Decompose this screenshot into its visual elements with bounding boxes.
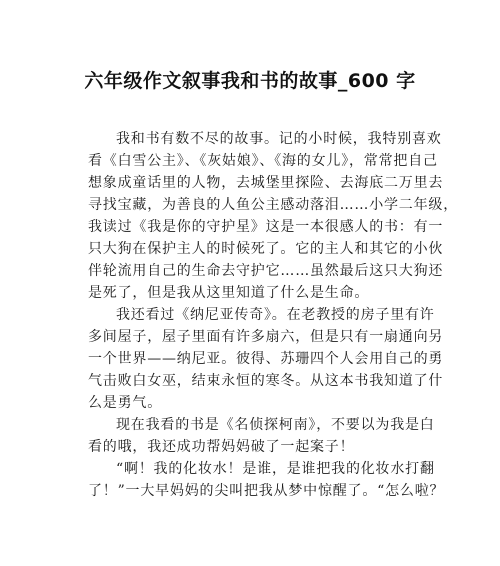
text-line: 现在我看的书是《名侦探柯南》，不要以为我是白 — [116, 417, 435, 433]
text-line: 是死了，但是我从这里知道了什么是生命。 — [88, 285, 370, 301]
text-line: 伴轮流用自己的生命去守护它……虽然最后这只大狗还 — [88, 263, 444, 279]
text-line: “啊！我的化妆水！是谁，是谁把我的化妆水打翻 — [116, 461, 435, 477]
text-line: 想象成童话里的人物，去城堡里探险、去海底二万里去 — [88, 175, 444, 191]
page-title: 六年级作文叙事我和书的故事_600 字 — [84, 70, 416, 92]
text-line: 寻找宝藏，为善良的人鱼公主感动落泪……小学二年级， — [88, 197, 458, 213]
text-line: 气击败白女巫，结束永恒的寒冬。从这本书我知道了什 — [88, 373, 444, 389]
article-body — [88, 128, 458, 502]
text-line: 看的哦，我还成功帮妈妈破了一起案子！ — [88, 439, 355, 455]
text-line: 了！”一大早妈妈的尖叫把我从梦中惊醒了。“怎么啦？ — [88, 483, 445, 499]
text-line: 只大狗在保护主人的时候死了。它的主人和其它的小伙 — [88, 241, 444, 257]
text-line: 看《白雪公主》、《灰姑娘》、《海的女儿》，常常把自己 — [88, 153, 438, 169]
text-line: 我读过《我是你的守护星》这是一本很感人的书：有一 — [88, 219, 444, 235]
text-line: 么是勇气。 — [88, 395, 162, 411]
text-line: 一个世界——纳尼亚。彼得、苏珊四个人会用自己的勇 — [88, 351, 444, 367]
text-line: 我和书有数不尽的故事。记的小时候，我特别喜欢 — [116, 131, 442, 147]
text-line: 多间屋子，屋子里面有许多扇六，但是只有一扇通向另 — [88, 329, 444, 345]
text-line: 我还看过《纳尼亚传奇》。在老教授的房子里有许 — [116, 307, 435, 323]
